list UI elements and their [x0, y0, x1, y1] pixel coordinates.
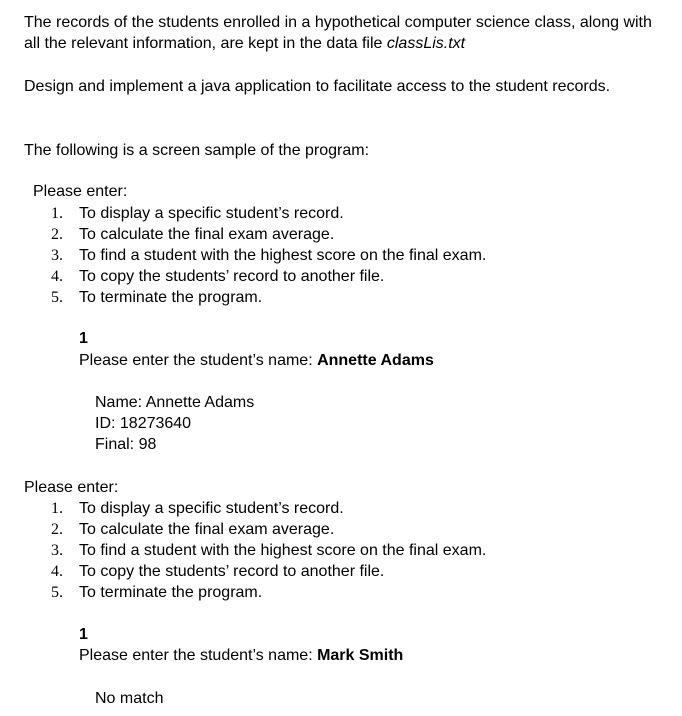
menu-list-1: [24, 203, 664, 308]
menu-item-number: 3.: [51, 247, 63, 264]
menu-item-number: 3.: [51, 542, 63, 559]
menu-item-label: To display a specific student’s record.: [79, 500, 344, 517]
menu-item: [24, 498, 664, 519]
menu-item: [24, 582, 664, 603]
intro-paragraph-2: Design and implement a java application to facilitate access to the student records.: [24, 78, 611, 95]
menu-item-label: To terminate the program.: [79, 584, 263, 601]
menu-item: [24, 519, 664, 540]
name-prompt-line-2: [79, 645, 403, 666]
menu-item-number: 5.: [51, 584, 63, 601]
intro-paragraph-1: [24, 12, 662, 54]
name-prompt-line-1: [79, 350, 434, 371]
name-input-value: Mark Smith: [317, 647, 404, 664]
menu-prompt: Please enter:: [33, 183, 128, 200]
menu-item-label: To copy the students’ record to another file.: [79, 268, 385, 285]
menu-item-label: To terminate the program.: [79, 289, 263, 306]
menu-block-2: [24, 477, 118, 498]
menu-item-label: To display a specific student’s record.: [79, 205, 344, 222]
menu-item: [24, 287, 664, 308]
menu-item-number: 2.: [51, 226, 63, 243]
menu-item-number: 4.: [51, 563, 63, 580]
name-prompt: Please enter the student’s name:: [79, 647, 318, 664]
menu-item-label: To calculate the final exam average.: [79, 226, 335, 243]
menu-item-label: To find a student with the highest score on the final exam.: [79, 542, 487, 559]
menu-item: [24, 561, 664, 582]
name-input-value: Annette Adams: [317, 352, 434, 369]
menu-item-number: 2.: [51, 521, 63, 538]
intro-text: The records of the students enrolled in a hypothetical computer science class, along with all the relevant information, are kept in the data file: [24, 14, 652, 52]
menu-item-number: 4.: [51, 268, 63, 285]
menu-item: [24, 203, 664, 224]
menu-prompt: Please enter:: [24, 479, 119, 496]
result-id: ID: 18273640: [95, 415, 192, 432]
menu-block-1: [33, 181, 127, 202]
result-name: Name: Annette Adams: [95, 394, 255, 411]
menu-item-label: To calculate the final exam average.: [79, 521, 335, 538]
intro-paragraph-3: The following is a screen sample of the program:: [24, 142, 370, 159]
data-file-name: classLis.txt: [386, 35, 466, 52]
user-choice-1: 1: [79, 330, 88, 347]
menu-list-2: [24, 498, 664, 603]
user-choice-2: 1: [79, 626, 88, 643]
result-final: Final: 98: [95, 436, 157, 453]
name-prompt: Please enter the student’s name:: [79, 352, 318, 369]
menu-item: [24, 245, 664, 266]
menu-item: [24, 224, 664, 245]
menu-item-number: 1.: [51, 205, 63, 222]
menu-item-label: To copy the students’ record to another file.: [79, 563, 385, 580]
menu-item-number: 1.: [51, 500, 63, 517]
menu-item-number: 5.: [51, 289, 63, 306]
result-no-match: No match: [95, 690, 164, 707]
menu-item-label: To find a student with the highest score on the final exam.: [79, 247, 487, 264]
menu-item: [24, 540, 664, 561]
menu-item: [24, 266, 664, 287]
